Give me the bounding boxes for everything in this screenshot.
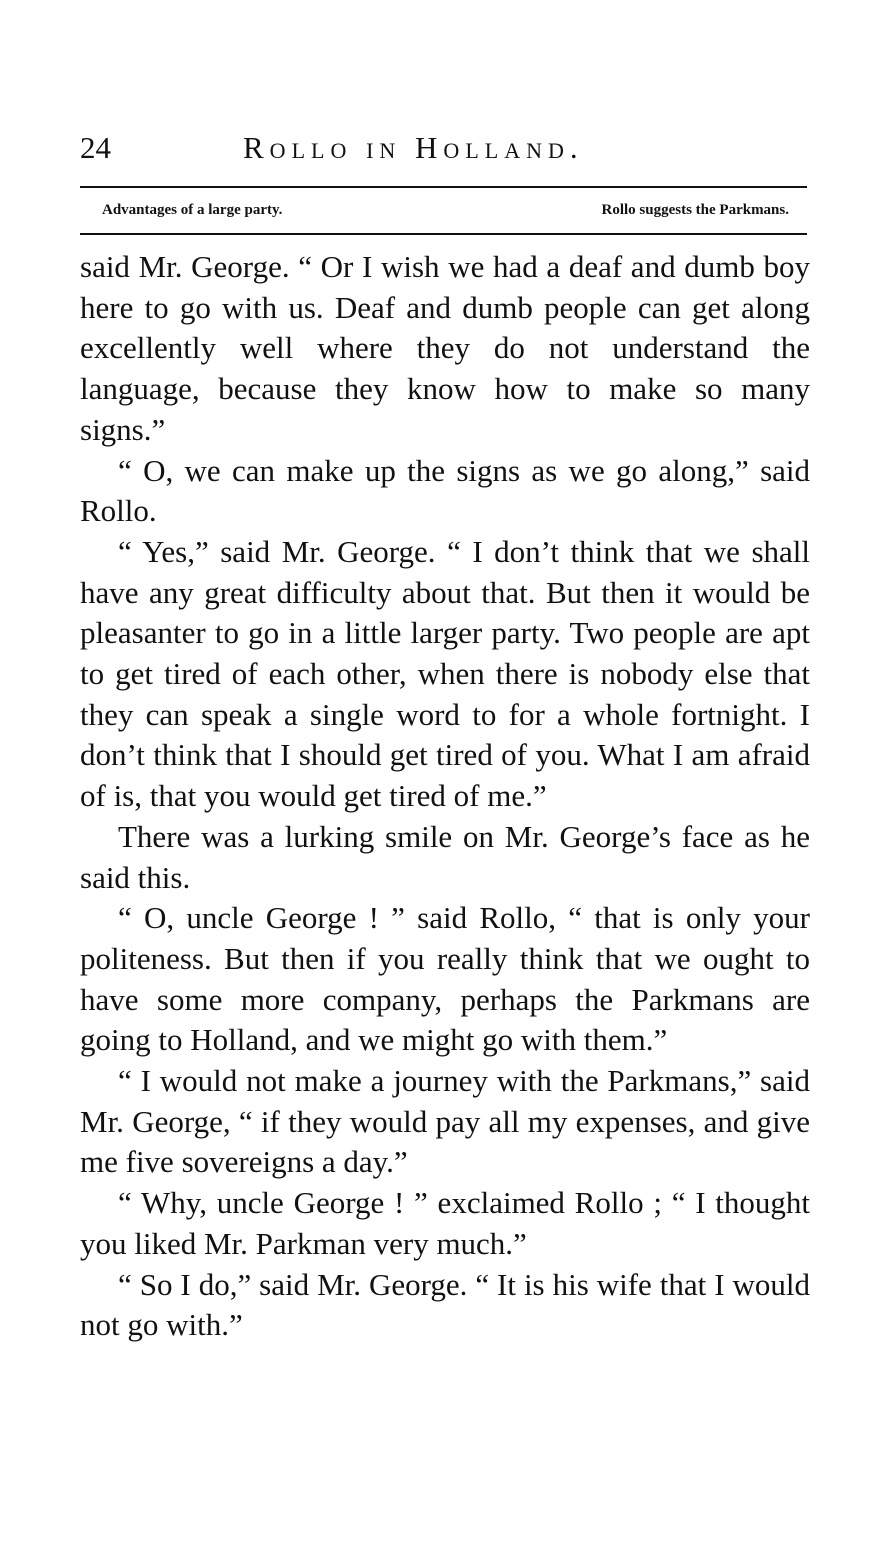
- body-text: [80, 247, 810, 1346]
- header-rule-bottom: [80, 233, 807, 235]
- paragraph: “ I would not make a journey with the Parkmans,” said Mr. George, “ if they would pay all my expenses, and give me five sovereigns a day.”: [80, 1063, 810, 1180]
- paragraph: “ So I do,” said Mr. George. “ It is his wife that I would not go with.”: [80, 1266, 810, 1343]
- paragraph: said Mr. George. “ Or I wish we had a deaf and dumb boy here to go with us. Deaf and dumb people can get along excellently well where they do not understand the language, because they know how to make so many signs.”: [80, 249, 810, 447]
- subhead-right: Rollo suggests the Parkmans.: [601, 202, 789, 218]
- paragraph: “ Why, uncle George ! ” exclaimed Rollo ; “ I thought you liked Mr. Parkman very much.”: [80, 1185, 810, 1261]
- paragraph: “ O, we can make up the signs as we go along,” said Rollo.: [80, 452, 810, 529]
- header-rule-top: [80, 186, 807, 188]
- subhead-left: Advantages of a large party.: [102, 202, 283, 218]
- paragraph: “ Yes,” said Mr. George. “ I don’t think that we shall have any great difficulty about that. But then it would be pleasanter to go in a little larger party. Two people are apt to get tired of each other, when there is nobody else that they can speak a single word to for a whole fortnight. I don’t think that I should get tired of you. What I am afraid of is, that you would get tired of me.”: [80, 533, 810, 814]
- paragraph: “ O, uncle George ! ” said Rollo, “ that is only your politeness. But then if you really think that we ought to have some more company, perhaps the Parkmans are going to Holland, and we might go with them.”: [80, 900, 810, 1058]
- running-title: Rollo in Holland.: [243, 130, 584, 165]
- page-number: 24: [80, 130, 111, 165]
- paragraph: There was a lurking smile on Mr. George’s face as he said this.: [80, 818, 810, 895]
